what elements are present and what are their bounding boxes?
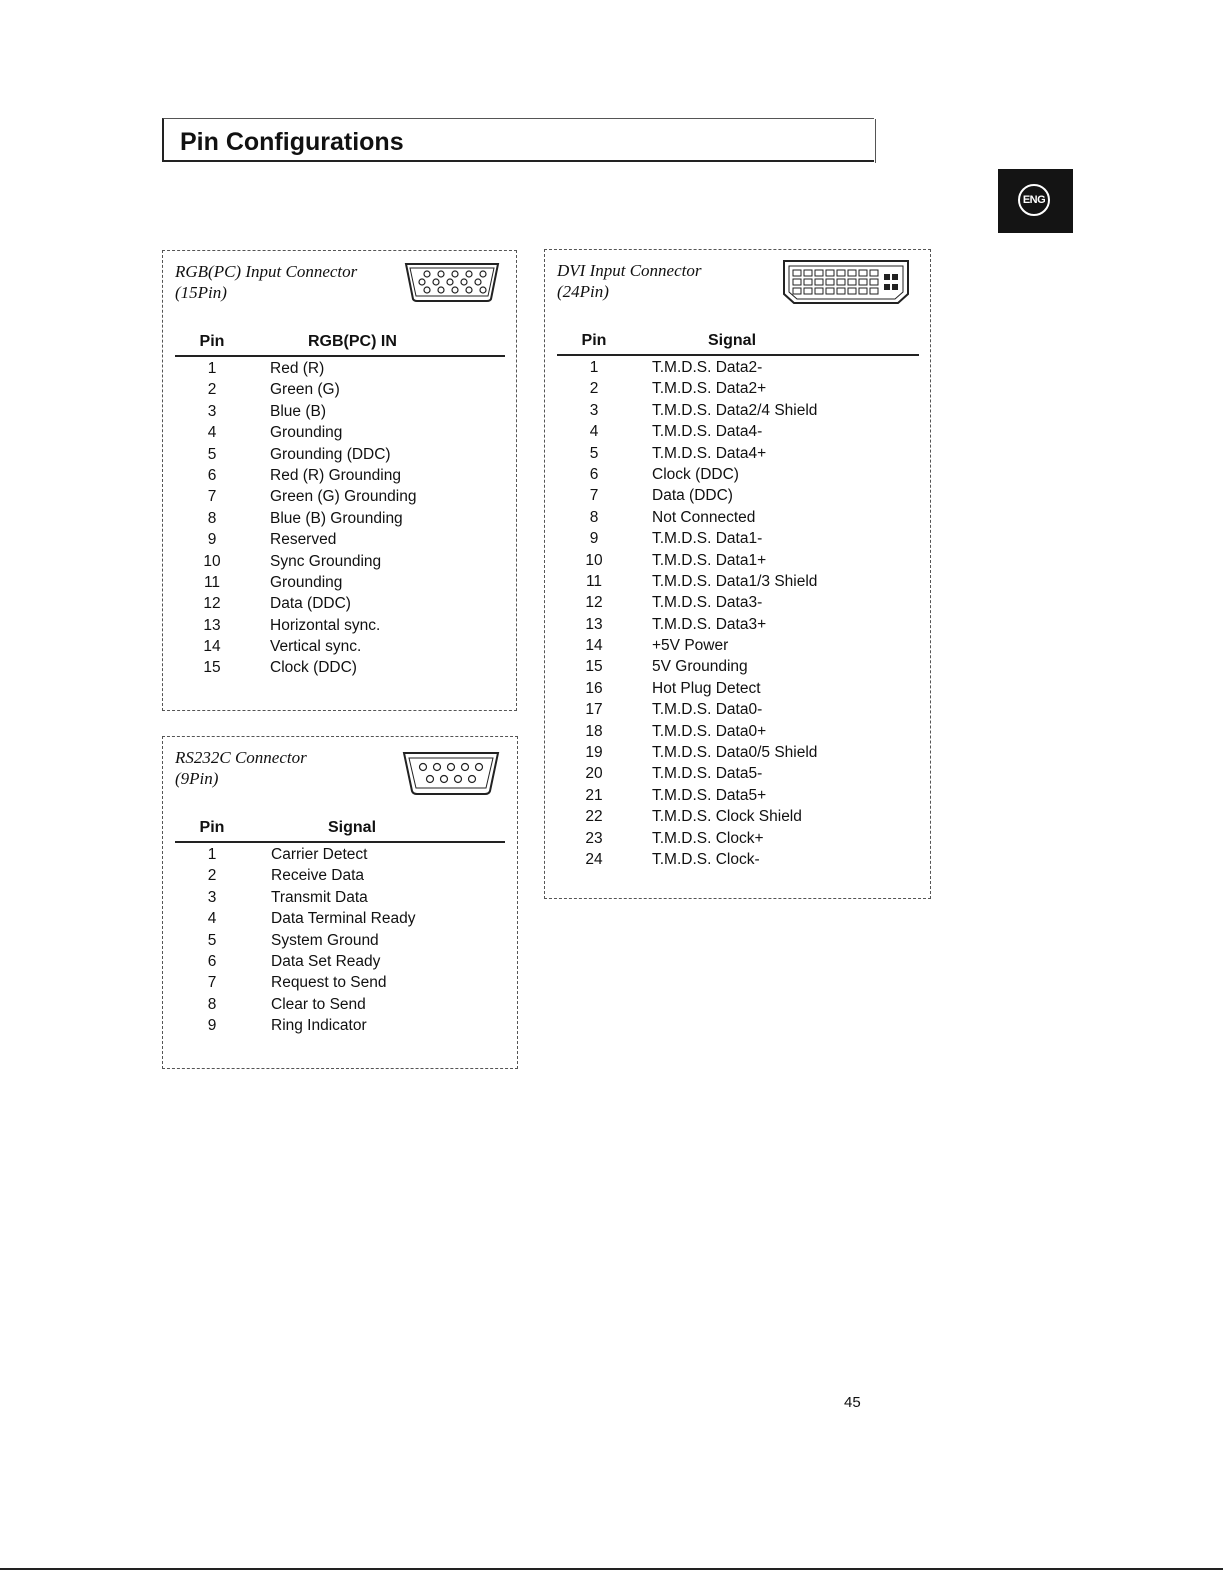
dvi-table-header xyxy=(557,332,919,356)
pin-number: 13 xyxy=(585,615,603,633)
table-row xyxy=(557,827,919,848)
pin-signal: T.M.D.S. Data2- xyxy=(652,359,763,376)
pin-signal: Green (G) xyxy=(270,381,340,399)
pin-number: 4 xyxy=(207,910,217,928)
pin-number: 12 xyxy=(203,595,221,613)
pin-signal: Data Terminal Ready xyxy=(271,910,416,928)
pin-signal: T.M.D.S. Data1/3 Shield xyxy=(652,572,818,590)
pin-signal: T.M.D.S. Clock+ xyxy=(652,829,764,847)
table-row xyxy=(175,614,505,635)
table-row xyxy=(557,655,919,676)
table-row xyxy=(557,356,919,377)
rs232-title-line1: RS232C Connector xyxy=(175,748,307,767)
pin-signal: 5V Grounding xyxy=(652,658,748,676)
table-row xyxy=(175,464,505,485)
pin-signal: Data (DDC) xyxy=(652,487,733,505)
table-row xyxy=(557,527,919,548)
rgb-col-pin: Pin xyxy=(199,333,225,350)
pin-number: 4 xyxy=(589,423,599,441)
rgb-table-header xyxy=(175,333,505,357)
table-row xyxy=(175,886,505,907)
table-row xyxy=(557,848,919,869)
rs232-col-pin: Pin xyxy=(199,819,225,836)
pin-signal: T.M.D.S. Data1+ xyxy=(652,551,767,569)
language-tab xyxy=(998,169,1073,233)
dvi-pin-table xyxy=(557,332,919,869)
table-row xyxy=(557,634,919,655)
pin-number: 3 xyxy=(589,401,599,419)
pin-number: 24 xyxy=(585,850,603,868)
page-title-box xyxy=(162,118,874,162)
table-row xyxy=(557,570,919,591)
pin-number: 6 xyxy=(589,465,599,483)
pin-signal: T.M.D.S. Data5+ xyxy=(652,786,767,804)
bottom-rule xyxy=(0,1568,1223,1570)
pin-signal: Clear to Send xyxy=(271,995,366,1013)
pin-number: 10 xyxy=(585,551,603,569)
rs232-title-line2: (9Pin) xyxy=(175,769,219,788)
pin-number: 14 xyxy=(203,638,221,656)
pin-signal: Clock (DDC) xyxy=(270,659,357,677)
pin-signal: Transmit Data xyxy=(271,888,368,906)
pin-signal: T.M.D.S. Data0+ xyxy=(652,722,767,740)
pin-signal: T.M.D.S. Data2+ xyxy=(652,380,767,398)
pin-signal: T.M.D.S. Data5- xyxy=(652,765,763,783)
pin-number: 5 xyxy=(589,444,599,462)
pin-number: 7 xyxy=(207,488,217,506)
pin-number: 7 xyxy=(207,974,217,992)
pin-signal: Data (DDC) xyxy=(270,595,351,613)
pin-signal: Sync Grounding xyxy=(270,552,382,570)
pin-signal: T.M.D.S. Data1- xyxy=(652,530,763,548)
pin-signal: Grounding (DDC) xyxy=(270,445,391,463)
pin-signal: Grounding xyxy=(270,573,343,591)
pin-number: 2 xyxy=(207,381,217,399)
pin-number: 18 xyxy=(585,722,603,740)
pin-number: 3 xyxy=(207,402,217,420)
pin-signal: System Ground xyxy=(271,931,379,949)
rgb-col-signal: RGB(PC) IN xyxy=(308,333,397,350)
rgb-panel-title xyxy=(175,261,357,303)
table-row xyxy=(557,484,919,505)
dvi-title-line1: DVI Input Connector xyxy=(557,261,702,280)
pin-number: 6 xyxy=(207,466,217,484)
rs232-panel-title xyxy=(175,747,307,789)
pin-signal: Horizontal sync. xyxy=(270,616,381,634)
pin-signal: T.M.D.S. Data2/4 Shield xyxy=(652,401,818,419)
pin-number: 21 xyxy=(585,786,603,804)
table-row xyxy=(175,571,505,592)
table-row xyxy=(557,420,919,441)
table-row xyxy=(175,843,505,864)
pin-signal: T.M.D.S. Data4+ xyxy=(652,444,767,462)
table-row xyxy=(557,677,919,698)
pin-number: 17 xyxy=(585,701,603,719)
pin-signal: T.M.D.S. Data4- xyxy=(652,423,763,441)
pin-signal: T.M.D.S. Data0/5 Shield xyxy=(652,744,818,762)
rgb-title-line1: RGB(PC) Input Connector xyxy=(175,262,358,281)
rgb-connector-panel xyxy=(162,250,517,711)
pin-number: 2 xyxy=(589,380,599,398)
table-row xyxy=(557,698,919,719)
dvi-connector-panel xyxy=(544,249,931,899)
pin-number: 8 xyxy=(207,995,217,1013)
pin-signal: Clock (DDC) xyxy=(652,465,739,483)
pin-number: 19 xyxy=(585,744,603,762)
pin-signal: Red (R) Grounding xyxy=(270,466,401,484)
table-row xyxy=(175,443,505,464)
pin-signal: Receive Data xyxy=(271,867,365,885)
table-row xyxy=(557,506,919,527)
pin-signal: +5V Power xyxy=(652,637,729,655)
table-row xyxy=(175,1014,505,1035)
table-row xyxy=(557,377,919,398)
table-row xyxy=(175,400,505,421)
pin-number: 4 xyxy=(207,424,217,442)
table-row xyxy=(557,591,919,612)
table-row xyxy=(175,993,505,1014)
pin-signal: Not Connected xyxy=(652,508,756,526)
table-row xyxy=(175,950,505,971)
dvi-title-line2: (24Pin) xyxy=(557,282,609,301)
pin-number: 22 xyxy=(585,808,603,826)
pin-signal: Ring Indicator xyxy=(271,1017,367,1035)
table-row xyxy=(557,549,919,570)
pin-signal: Blue (B) Grounding xyxy=(270,509,403,527)
table-row xyxy=(557,784,919,805)
pin-signal: Vertical sync. xyxy=(270,638,362,656)
pin-number: 20 xyxy=(585,765,603,783)
table-row xyxy=(557,463,919,484)
page-title: Pin Configurations xyxy=(180,128,404,156)
page-number: 45 xyxy=(844,1394,861,1411)
pin-number: 6 xyxy=(207,952,217,970)
pin-signal: Grounding xyxy=(270,424,343,442)
table-row xyxy=(175,507,505,528)
pin-signal: Hot Plug Detect xyxy=(652,679,761,697)
table-row xyxy=(557,741,919,762)
table-row xyxy=(175,357,505,378)
serial-connector-icon xyxy=(401,749,501,797)
table-row xyxy=(175,971,505,992)
table-row xyxy=(175,528,505,549)
pin-number: 5 xyxy=(207,931,217,949)
table-row xyxy=(557,805,919,826)
rs232-table-header xyxy=(175,819,505,843)
pin-number: 11 xyxy=(585,572,603,590)
rs232-pin-table xyxy=(175,819,505,1036)
pin-signal: T.M.D.S. Clock Shield xyxy=(652,808,802,826)
pin-number: 3 xyxy=(207,888,217,906)
table-row xyxy=(175,656,505,677)
rgb-title-line2: (15Pin) xyxy=(175,283,227,302)
table-row xyxy=(175,485,505,506)
pin-number: 15 xyxy=(585,658,603,676)
pin-number: 1 xyxy=(589,359,599,376)
pin-number: 10 xyxy=(203,552,221,570)
pin-signal: T.M.D.S. Data0- xyxy=(652,701,763,719)
table-row xyxy=(557,720,919,741)
rs232-connector-panel xyxy=(162,736,518,1069)
table-row xyxy=(557,762,919,783)
pin-number: 9 xyxy=(207,1017,217,1035)
pin-number: 1 xyxy=(207,360,217,377)
pin-signal: Carrier Detect xyxy=(271,846,368,863)
pin-number: 2 xyxy=(207,867,217,885)
vga-connector-icon xyxy=(403,261,501,303)
pin-number: 8 xyxy=(207,509,217,527)
table-row xyxy=(175,907,505,928)
pin-number: 5 xyxy=(207,445,217,463)
pin-number: 1 xyxy=(207,846,217,863)
table-row xyxy=(557,613,919,634)
pin-signal: T.M.D.S. Clock- xyxy=(652,850,760,868)
pin-number: 23 xyxy=(585,829,603,847)
pin-signal: Red (R) xyxy=(270,360,325,377)
pin-signal: Green (G) Grounding xyxy=(270,488,417,506)
table-row xyxy=(175,550,505,571)
pin-number: 13 xyxy=(203,616,221,634)
pin-number: 9 xyxy=(589,530,599,548)
pin-number: 11 xyxy=(203,573,221,591)
pin-number: 16 xyxy=(585,679,603,697)
dvi-panel-title xyxy=(557,260,701,302)
table-row xyxy=(175,378,505,399)
pin-number: 7 xyxy=(589,487,599,505)
table-row xyxy=(557,442,919,463)
pin-signal: Blue (B) xyxy=(270,402,326,420)
table-row xyxy=(175,592,505,613)
table-row xyxy=(175,929,505,950)
rs232-col-signal: Signal xyxy=(328,819,377,836)
table-row xyxy=(175,421,505,442)
pin-number: 15 xyxy=(203,659,221,677)
pin-number: 12 xyxy=(585,594,603,612)
table-row xyxy=(175,864,505,885)
pin-signal: T.M.D.S. Data3+ xyxy=(652,615,767,633)
table-row xyxy=(557,399,919,420)
pin-signal: Reserved xyxy=(270,531,337,549)
pin-signal: Request to Send xyxy=(271,974,387,992)
language-badge: ENG xyxy=(1018,184,1050,216)
rgb-pin-table xyxy=(175,333,505,678)
table-row xyxy=(175,635,505,656)
pin-number: 14 xyxy=(585,637,603,655)
pin-signal: T.M.D.S. Data3- xyxy=(652,594,763,612)
dvi-col-pin: Pin xyxy=(581,332,607,349)
pin-signal: Data Set Ready xyxy=(271,952,381,970)
dvi-connector-icon xyxy=(781,258,911,306)
dvi-col-signal: Signal xyxy=(708,332,757,349)
pin-number: 8 xyxy=(589,508,599,526)
pin-number: 9 xyxy=(207,531,217,549)
